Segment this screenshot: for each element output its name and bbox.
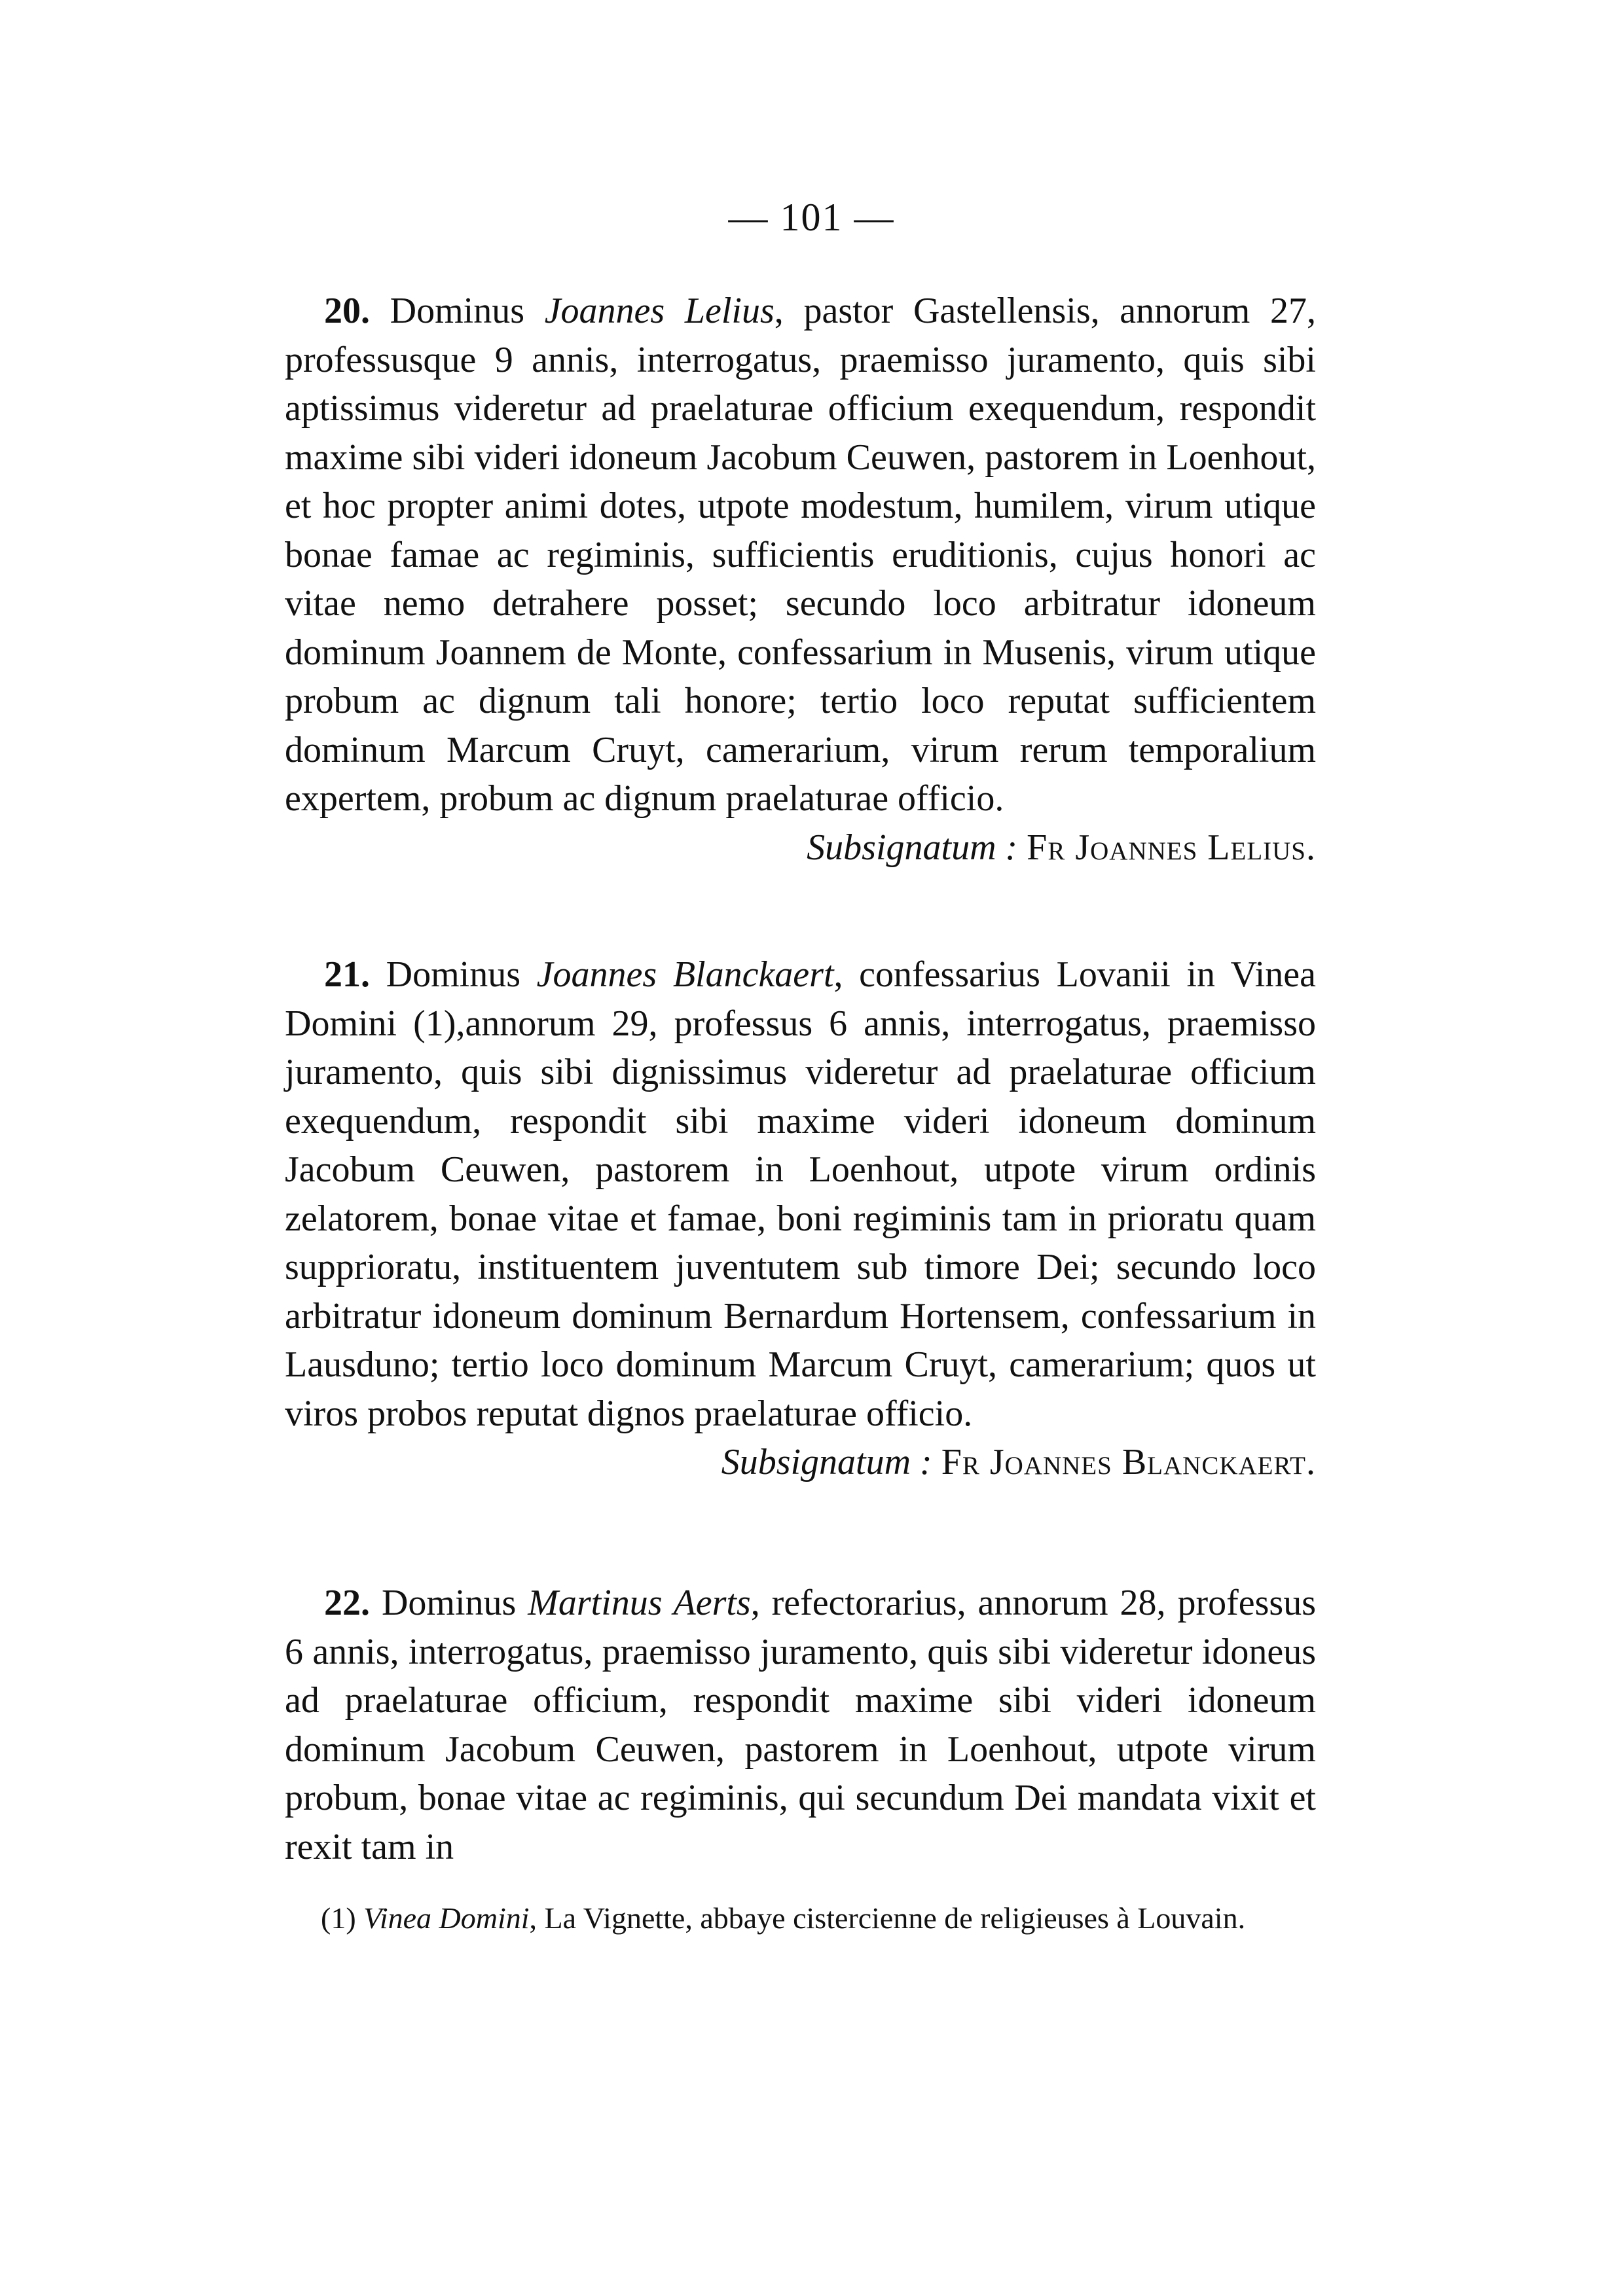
entry-paragraph <box>285 950 1316 1438</box>
entry-name-prefix: Dominus <box>390 291 545 331</box>
signature-name: Fr Joannes Lelius. <box>1027 827 1316 868</box>
entry-name-prefix: Dominus <box>386 954 537 995</box>
entry-person-name: Joannes Blanckaert <box>536 954 834 995</box>
entry-person-name: Joannes Lelius <box>544 291 775 331</box>
entry-number: 20. <box>324 291 370 331</box>
entry-paragraph <box>285 1579 1316 1871</box>
entry-person-name: Martinus Aerts <box>528 1583 751 1623</box>
signature-name: Fr Joannes Blanckaert. <box>941 1442 1316 1482</box>
signature-line <box>285 823 1316 872</box>
entry-20 <box>285 287 1316 872</box>
entry-body: , pastor Gastellensis, annorum 27, professusque 9 annis, interrogatus, praemisso juramento, quis sibi aptissimus videretur ad praelaturae officium exequendum, respondit maxime sibi videri idoneum Jacobum Ceuwen, pastorem in Loenhout, et hoc propter animi dotes, utpote modestum, humilem, virum utique bonae famae ac regiminis, sufficientis eruditionis, cujus honori ac vitae nemo detrahere posset; secundo loco arbitratur idoneum dominum Joannem de Monte, confessarium in Musenis, virum utique probum ac dignum tali honore; tertio loco reputat sufficientem dominum Marcum Cruyt, camerarium, virum rerum temporalium expertem, probum ac dignum praelaturae officio. <box>285 291 1317 819</box>
entry-21 <box>285 950 1316 1487</box>
footnote-term: Vinea Domini <box>363 1901 530 1935</box>
signature-label: Subsignatum : <box>721 1442 932 1482</box>
entry-name-prefix: Dominus <box>381 1583 528 1623</box>
entry-body: , confessarius Lovanii in Vinea Domini (1),annorum 29, professus 6 annis, interrogatus, praemisso juramento, quis sibi dignissimus videretur ad praelaturae officium exequendum, respondit sibi maxime videri idoneum dominum Jacobum Ceuwen, pastorem in Loenhout, utpote virum ordinis zelatorem, bonae vitae et famae, boni regiminis tam in prioratu quam supprioratu, instituentem juventutem sub timore Dei; secundo loco arbitratur idoneum dominum Bernardum Hortensem, confessarium in Lausduno; tertio loco dominum Marcum Cruyt, camerarium; quos ut viros probos reputat dignos praelaturae officio. <box>285 954 1317 1434</box>
entry-body: , refectorarius, annorum 28, professus 6 annis, interrogatus, praemisso juramento, quis sibi videretur idoneus ad praelaturae officium, respondit maxime sibi videri idoneum dominum Jacobum Ceuwen, pastorem in Loenhout, utpote virum probum, bonae vitae ac regiminis, qui secundum Dei mandata vixit et rexit tam in <box>285 1583 1316 1867</box>
footnote-text: , La Vignette, abbaye cistercienne de religieuses à Louvain. <box>529 1901 1246 1935</box>
footnote-marker: (1) <box>321 1901 364 1935</box>
page-number: — 101 — <box>728 196 895 239</box>
signature-label: Subsignatum : <box>807 827 1018 868</box>
entry-paragraph <box>285 287 1316 823</box>
entry-number: 22. <box>324 1583 370 1623</box>
entry-22 <box>285 1579 1316 1871</box>
footnote <box>285 1899 1316 1937</box>
entry-number: 21. <box>324 954 370 995</box>
signature-line <box>285 1438 1316 1487</box>
